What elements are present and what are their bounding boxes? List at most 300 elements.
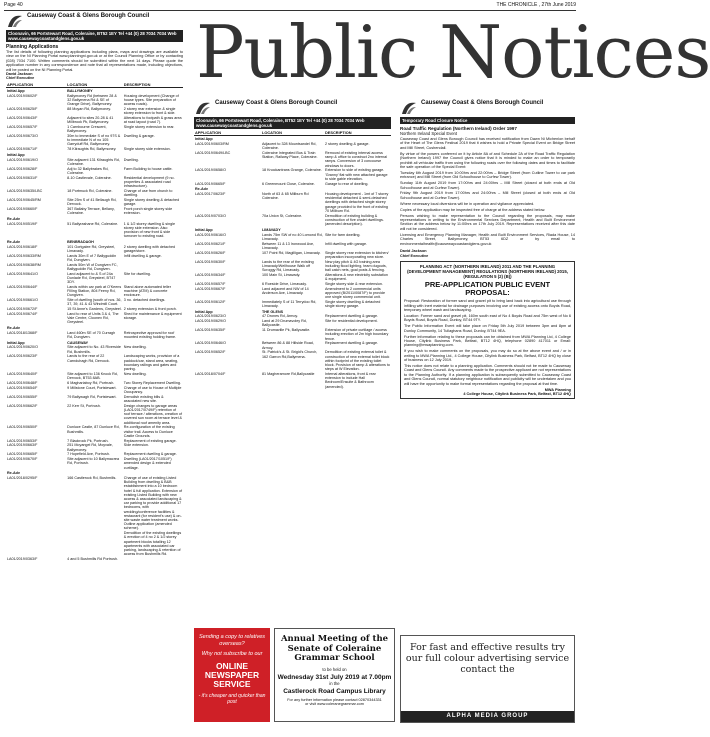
council-address: Cloonavin, 66 Portstewart Road, Coleraine, BT52 1EY Tel +44 (0) 28 7034 7034 Web www.causewaycoastandglens.gov.uk [6, 30, 183, 42]
table-row [6, 443, 183, 452]
cell-application-number: LA01/2019/0626/F [195, 250, 226, 255]
road-signatory-title: Chief Executive [400, 253, 429, 258]
cell-description: Shed for maintenance & equipment storage. [123, 311, 182, 321]
cell-application-number: LA01/2019/0628/F [7, 166, 38, 171]
page-number: Page 40 [4, 2, 23, 8]
table-row [194, 192, 391, 214]
cell-application-number: LA01/2019/0661/O [7, 298, 38, 303]
table-row [194, 286, 391, 299]
cell-application-number: LA01/2019/0621/F [195, 241, 226, 246]
table-row [6, 307, 183, 312]
alpha-media-ad [400, 635, 575, 723]
cell-description: Housing development - 1mt of 7 storey residential detached & semi-detached dwellings with detached single storey garage provided to the front of existing 70 Millburn Rd. [325, 192, 389, 213]
table-row [6, 285, 183, 298]
planning-signatory-name: David Jackson [6, 72, 33, 77]
cell-application-number: LA01/2019/0649/LBC [195, 150, 231, 155]
table-row [6, 476, 183, 531]
cell-application-number: LA01/2019/0620/O [7, 345, 38, 350]
cell-location: 18 Portmuck Rd, Coleraine. [67, 188, 113, 193]
cell-location: Site 25m S of 41 Bellaugh Rd, Dervock. [67, 197, 117, 207]
road-order-title: Road Traffic Regulation (Northern Ireland) Order 1997 [400, 126, 517, 131]
pan-signatory-address: 4 College House, Citylink Business Park, Belfast, BT12 4HQ [463, 391, 571, 396]
table-row [6, 331, 183, 340]
cell-description: Alterations & new electricity substation & equipment. [325, 272, 388, 281]
cell-description: Side extension. [123, 443, 150, 448]
council-crest-icon [6, 13, 24, 29]
cell-description: Change of use to House of Multiple Occupancy. [123, 385, 182, 394]
cell-description: 2 storey dwelling & garage. [325, 141, 370, 146]
table-row [194, 259, 391, 272]
cell-description: Replacement of existing garage. [123, 438, 177, 443]
pan-paragraph: Proposal: Restoration of former sand and gravel pit to bring land back into agricultural use through infilling with inert material for drainage purposes involving use of existing access onto Boyds Road, temporary wheel wash and landscaping. [404, 299, 571, 313]
table-row [6, 385, 183, 394]
cell-description: 2 storey dwelling with detached garage/store. [123, 244, 176, 253]
road-notice-paragraph: By virtue of the powers conferred on it by Article 8A of and Schedule 2A of the Road Traffic Regulation (Northern Ireland) 1997 the Council gives notice that it is minded to make an order to temporarily prohibit all vehicular traffic from using the following roads over the following dates and times to facilitate the safe operation of the Special Event: [400, 151, 575, 169]
cell-application-number: LA01/2019/0671/F [7, 147, 38, 152]
cell-description: Replacement dwelling & garage. [123, 452, 177, 457]
cell-description: Garage to rear of dwelling. [325, 181, 369, 186]
cell-location: Land to rear of Units 3 & 4, The Vale Centre, Cloonev Rd, Greysteel. [67, 311, 119, 325]
council-name: Causeway Coast & Glens Borough Council [27, 13, 150, 19]
table-row [6, 107, 183, 116]
council-name-3: Causeway Coast & Glens Borough Council [421, 100, 544, 106]
cell-application-number: LA01/2019/0634/F [195, 272, 226, 277]
cell-location: North of 63 & 65 Millburn Rd Coleraine. [261, 192, 309, 201]
cell-description: Residential development (9 no. properties & associated road infrastructure). [123, 175, 175, 189]
col-header-description: DESCRIPTION [324, 130, 391, 136]
cell-application-number: LA01/2018/0295/F [7, 475, 38, 480]
table-row [6, 175, 183, 188]
cell-application-number: LA01/2019/0646/O [195, 341, 226, 346]
cell-location: 1 Carnbourne Crescent, Ballymoney. [67, 125, 107, 134]
council-crest-icon [194, 100, 212, 116]
cell-application-number: LA01/2019/0650/F [7, 425, 38, 430]
cell-area-name: BALLYMONEY [67, 89, 93, 94]
cell-description: 2 storey rear extension & single storey extension to front & side. [123, 107, 176, 116]
cell-group-label: Initial App [7, 340, 25, 345]
cell-description [123, 557, 183, 562]
road-notice-paragraph: Copies of the application may be inspected free of charge at the address stated below. [400, 207, 546, 212]
cell-application-number: LA01/2019/0662/F [7, 403, 38, 408]
cell-description: Landscaping works, provision of a paddock/car, stand area, seating, boundary railings and gates and paving. [123, 354, 180, 372]
cell-location: 78 Kilraughts Rd, Ballymoney. [67, 147, 117, 152]
table-row [194, 372, 391, 389]
cell-application-number: LA01/2019/0657/F [7, 125, 38, 130]
cell-application-number: LA01/2018/1368/F [7, 330, 38, 335]
table-row [194, 142, 391, 151]
council-crest-icon [400, 100, 418, 116]
cell-location: 18 Knockantrans Grange, Coleraine. [261, 168, 322, 173]
cell-description: New dwelling. [123, 345, 147, 350]
cell-description: Single storey rear extension to kitchen/ preparation incorporating new store. [325, 250, 389, 259]
cell-location: 9 Millstone Court, Portstewart. [67, 385, 117, 390]
table-row [6, 298, 183, 307]
ad-red-line-4: - it's cheaper and quicker than post [198, 692, 266, 705]
cell-application-number: LA01/2019/0618/F [7, 244, 38, 249]
table-row [194, 232, 391, 241]
table-row [6, 157, 183, 166]
road-notice-paragraph: Tuesday 6th August 2019 from 10:00hrs and 22:00hrs – Bridge Street (from Cutline Tower to car park entrance) and Mill Street (from Old Schoolhouse to Curfew Tower). [400, 170, 575, 180]
cell-description: Dwelling (LA01/2017/1051/F) amended design & extended curtilage. [123, 457, 172, 470]
alpha-ad-brand: ALPHA MEDIA GROUP [401, 711, 574, 722]
cell-application-number: LA01/2019/0629/O [195, 319, 226, 324]
cell-description: Amendment to 2 commercial units approved (B/2011/0087/F) to provide one single storey commercial unit. [325, 286, 385, 299]
cell-description: Farm Building to house cattle. [123, 166, 173, 171]
cell-description: Single storey side extension. [123, 147, 171, 152]
table-row [194, 341, 391, 350]
pan-paragraph: The Public Information Event will take place on Friday 5th July 2019 between 3pm and 8pm at Dunloy Community, 14 Tullaghans Road, Dunloy, BT44 9EA. [404, 324, 571, 333]
page-title: Public Notices [196, 10, 710, 94]
agm-date: Wednesday 31st July 2019 at 7.00pm [277, 673, 392, 681]
cell-location: 4 and 5 Bushmills Rd Portrush. [67, 557, 119, 562]
ad-red-line-2: Why not subscribe to our [201, 651, 263, 657]
planning-applications-table-2 [194, 130, 391, 389]
cell-application-number: LA01/2019/0630/F [195, 259, 226, 264]
cell-group-label: Re-Adv [195, 187, 208, 192]
table-row [6, 457, 183, 470]
cell-description: Single storey side & rear extension. [325, 281, 384, 286]
cell-application-number: LA01/2019/0655/F [7, 394, 38, 399]
cell-application-number: LA01/2019/0703/O [195, 213, 226, 218]
table-row [6, 116, 183, 125]
cell-description: Design changes to garage areas (LA01/2017/0749/F) retention of roof terrace / alterations, creation of covered sun room at terrace level & additional roof amenity area. [123, 403, 183, 425]
cell-description: Single storey dwelling & detached single storey garage. [325, 299, 381, 308]
cell-location: 47 Drones Rd, Armoy. [261, 314, 298, 319]
cell-description: Extension of private curtilage / access including erection of 2m high boundary fence. [325, 328, 389, 341]
table-row [6, 244, 183, 253]
cell-location [66, 531, 123, 557]
council-header-2 [194, 100, 391, 116]
pan-paragraph: Location: Former sand and gravel pit, 160m south east of No 4 Boyds Road and 75m west of No 6 Boyds Road, Boyds Road, Dunloy, BT44 9TY. [404, 313, 571, 323]
table-row [6, 134, 183, 147]
publication-date: THE CHRONICLE , 27th June 2019 [496, 2, 576, 8]
cell-location: Lands 75m SW of no 40 Lomond Rd, Limavady. [261, 232, 323, 241]
cell-application-number: LA01/2019/0667/F [195, 286, 226, 291]
cell-application-number: LA01/2019/0612/F [195, 299, 226, 304]
cell-location: 100 Main St, Limavady. [261, 272, 301, 277]
cell-area-name: THE GLENS [261, 309, 284, 314]
cell-location: Adjacent to sites 20-28 & 41 Millbrook Pk, Ballymoney. [67, 116, 114, 125]
table-row [194, 281, 391, 286]
council-header [6, 13, 183, 29]
cell-location: 367 Ballaby Terrace, Bellany, Coleraine. [67, 206, 115, 216]
table-row [194, 241, 391, 250]
cell-description: Site for dwelling. [123, 271, 151, 276]
notices-column-3 [400, 100, 575, 399]
pan-title: PRE-APPLICATION PUBLIC EVENT PROPOSAL: [424, 280, 551, 298]
cell-location: Coleraine Integrated Bus & Train Station, Railway Place, Coleraine. [261, 150, 318, 160]
cell-application-number: LA01/2019/0602/F [7, 93, 38, 98]
cell-area-name: CAUSEWAY [67, 340, 89, 345]
pre-application-notice [400, 261, 575, 399]
table-row [194, 213, 391, 226]
cell-group-label: Initial App [195, 227, 213, 232]
road-order-subtitle: Northern Ireland Special Event [400, 131, 458, 136]
table-row [6, 557, 183, 562]
cell-application-number: LA01/2017/0623/F [195, 192, 226, 197]
cell-location: Site adjacent 131 Kilraughts Rd, Coleraine. [67, 157, 120, 166]
table-row [6, 166, 183, 175]
table-row [6, 221, 183, 238]
pan-legal-heading: PLANNING ACT (NORTHERN IRELAND) 2011 AND THE PLANNING (DEVELOPMENT MANAGEMENT) REGULATIONS (NORTHERN IRELAND) 2015, (REGULATION 5 (2) (B)) [407, 264, 568, 280]
col-header-location: LOCATION [261, 130, 324, 136]
online-subscription-ad [194, 628, 270, 722]
cell-application-number: LA01/2019/0603/RM [195, 141, 229, 146]
cell-description: Change of use from church to dwelling. [123, 188, 173, 198]
agm-website: or visit www.coleranegrammar.com [305, 701, 364, 706]
cell-description: Replacement dwelling & garage. [325, 341, 379, 346]
cell-application-number: LA01/2019/0643/F [7, 116, 38, 121]
col-header-description: DESCRIPTION [123, 82, 183, 88]
table-row [194, 250, 391, 259]
cell-location: 7 Blackrock Pk, Portrush. [67, 438, 109, 443]
cell-group-label: Initial App [195, 137, 213, 142]
cell-application-number: LA01/2019/0672/F [7, 307, 38, 312]
road-notice-paragraph: Persons wishing to make representation to the Council regarding the proposals, may make representations in writing to the Environmental Services Department, Health and Built Environment Section at the address below by 11:00hrs on 17th July 2019. Representations received after this date will not be considered. [400, 213, 575, 231]
cell-location: 7 Hopefield Ave, Portrush. [67, 452, 110, 457]
table-row [6, 381, 183, 386]
cell-group-label: Re-Adv [7, 471, 20, 476]
table-row [194, 328, 391, 341]
cell-location: Lands to the rear of the existing Limavady/Wellhouse Walk off Scroggy Rd, Limavady. [261, 259, 314, 272]
cell-description: Infill dwelling & garage. [123, 253, 162, 258]
cell-location: 251 Moyangel Rd, Moyvale, Ballymoney. [67, 443, 113, 452]
table-row [6, 312, 183, 325]
table-row [6, 354, 183, 371]
col-header-application: APPLICATION [6, 82, 66, 88]
cell-description: 3 no. detached dwellings. [123, 298, 166, 303]
cell-description: Site for farm dwelling. [325, 232, 361, 237]
road-notice-paragraph: Where necessary local diversions will be in operation and vigilance appreciated. [400, 201, 535, 206]
cell-application-number: LA01/2019/0657/F [195, 281, 226, 286]
planning-notice-column-2 [194, 100, 391, 389]
cell-description: Demolition of the existing dwellings & erection of 4 no 2 & 1/2 storey apartment blocks totalling 12 apartments with associated car parking, landscaping & retention of access from Bushmills Rd. [123, 531, 182, 557]
table-row [6, 372, 183, 381]
table-row [6, 345, 183, 354]
cell-description: Dwelling & garage. [123, 134, 155, 139]
cell-application-number: LA01/2019/0640/F [7, 371, 38, 376]
cell-application-number: LA01/2019/0653/F [7, 438, 38, 443]
cell-location: Lands to the rear of 22 Carnduhagh Rd, Dervock. [67, 354, 110, 363]
table-row [6, 125, 183, 134]
cell-location: 79 Ballywagh Rd, Portstewart. [67, 394, 117, 399]
cell-location: Site adjacent to 10 Ballymacrea Rd, Portrush. [67, 457, 120, 466]
agm-contact: For any further information please contact 02870344331 [287, 697, 382, 702]
cell-application-number: LA01/2019/0665/F [7, 452, 38, 457]
ad-red-line-3: ONLINE NEWSPAPER SERVICE [204, 660, 260, 689]
cell-location: 81 Magheramore Rd,Ballycastle [261, 372, 315, 377]
agm-venue: Castlerock Road Campus Library [283, 687, 386, 695]
cell-application-number: LA01/2019/0633/RM [7, 253, 41, 258]
cell-location: Ballymoney Rd (between 28 & 32 Ballymena Rd & SE of Grange Drive), Ballymoney. [67, 93, 117, 107]
cell-application-number: LA01/2019/0363/F [7, 557, 38, 562]
cell-group-label: Initial App [7, 89, 25, 94]
cell-area-name: BENBRADAGH [67, 239, 94, 244]
table-row [6, 531, 183, 557]
table-row [6, 403, 183, 425]
cell-description: Site for residential development. [325, 319, 378, 324]
cell-application-number: LA01/2019/0625/F [7, 107, 38, 112]
cell-location: 101 Gortgalee Rd, Greysteel, Limavady. [67, 244, 116, 253]
cell-description: Demolition of existing building & construction of five chalet dwellings. (amended description). [325, 213, 384, 227]
council-name-2: Causeway Coast & Glens Borough Council [215, 100, 338, 106]
table-row [194, 319, 391, 328]
cell-location: 6 Greenmount Close, Coleraine. [261, 181, 315, 186]
cell-description: Front porch single storey side extension. [123, 206, 173, 216]
cell-group-label: Initial App [195, 309, 213, 314]
cell-description: Infill dwelling with garage. [325, 241, 368, 246]
cell-location: 107 Point Rd, Magilligan, Limavady. [261, 250, 321, 255]
pan-body [404, 299, 571, 386]
cell-location: 51 Ballyrashane Rd, Coleraine. [67, 221, 119, 226]
cell-location: 11 Drumaville Pk, Ballycastle. [261, 328, 311, 333]
table-row [194, 299, 391, 308]
table-row [194, 151, 391, 168]
alpha-ad-text: For fast and effective results try our full colour advertising service contact the [405, 642, 570, 675]
agm-title: Annual Meeting of the Senate of Coleraine Grammar School [280, 634, 389, 663]
cell-description: New dwelling. [123, 371, 147, 376]
pan-paragraph: This notice does not relate to a planning application. Comments should not be made to Causeway Coast and Glens Council. Any comments made to the prospective applicant are not representations to the Planning Authority. If a planning application is subsequently submitted to Causeway Coast and Glens Council, normal statutory neighbour notification and publicity will be undertaken and you will have the opportunity to make formal representations regarding the proposal at that time. [404, 364, 571, 386]
road-notice-paragraph: Friday 9th August 2019 from 17:00hrs and 24:00hrs – Mill Street (closed at both ends at Old Schoolhouse and at Curfew Tower). [400, 191, 575, 200]
council-header-3 [400, 100, 575, 116]
cell-application-number: LA01/2019/0631/F [7, 175, 38, 180]
col-header-application: APPLICATION [194, 130, 261, 136]
annual-meeting-ad [274, 628, 395, 722]
cell-description: 2 storey extension & front porch. [123, 307, 177, 312]
cell-location: 15 St Anne's Gardens, Greysteel. [67, 307, 122, 312]
cell-application-number: LA01/2019/0665/F [195, 181, 226, 186]
cell-application-number: LA01/2019/0638/RM [7, 262, 41, 267]
planning-applications-body-1 [6, 87, 183, 561]
cell-application-number: LA01/2019/0674/F [7, 311, 38, 316]
cell-application-number: LA01/2019/0670/F [7, 457, 38, 462]
cell-description: Two Storey Replacement Dwelling. [123, 380, 181, 385]
table-row [6, 253, 183, 262]
table-row [6, 189, 183, 198]
cell-location: Site adjacent to No. 43 Riverside Rd, Bushmills. [67, 345, 121, 354]
table-row [6, 94, 183, 107]
table-row [6, 147, 183, 152]
cell-location: Land at 29 Drumavoley Rd, Ballycastle. [261, 319, 307, 328]
cell-description: Removal of existing internal access ramp & office to construct 2no internal ramps. Conversion of 3 concourse windows to doors. [325, 150, 388, 168]
planning-heading: Planning Applications [6, 44, 59, 50]
cell-location: 22 Kerr St, Portrush. [67, 403, 101, 408]
cell-application-number: LA01/2019/0641/O [7, 271, 38, 276]
planning-notice-column-1 [6, 13, 183, 562]
cell-location: Lands within car park at O'Keens Filling Station, 804 Feeny Rd, Dungiven. [67, 284, 122, 298]
agm-line-2: to be held on [322, 666, 347, 672]
table-row [6, 394, 183, 403]
cell-location: Adj to 32 Ballybrakes Rd, Coleraine. [67, 166, 109, 175]
table-row [6, 452, 183, 457]
cell-location: 70a Union St, Coleraine. [261, 213, 303, 218]
cell-description: Alterations to footpath & grass area at road layout (road 7). [123, 116, 182, 125]
cell-application-number: LA01/2019/0654/F [7, 385, 38, 390]
pan-paragraph: If you wish to make comments on the proposals, you may do so at the above event and / or in writing to MWA Planning Ltd., 4 College House, Citylink Business Park, Belfast, BT12 4HQ by close of business on 12 July 2019. [404, 349, 571, 363]
table-row [6, 207, 183, 216]
cell-description: Demolish existing bills & associated new site. [123, 394, 164, 403]
cell-application-number: LA01/2019/0652/F [195, 350, 226, 355]
cell-application-number: LA01/2019/0663/F [7, 443, 38, 448]
cell-location: 30m to immediate S of no 97S & to immediate N of no 105 Garryduff Rd, Ballymoney. [67, 134, 121, 147]
cell-application-number: LA01/2019/0660/F [7, 206, 38, 211]
cell-description: New play pitch & 4G training area including flood lighting, team dugouts, ball catch nets, goal posts & fencing. [325, 259, 387, 272]
cell-description: Stand alone automated teller machine (ATM) & concrete enclosure. [123, 284, 171, 298]
planning-applications-body-2 [194, 136, 391, 390]
cell-location: Land adjacent to & S of 24a Dunlade Rd, Greysteel, BT47 3DY. [67, 271, 116, 285]
cell-location: Site adjacent to 136 Knock Rd, Dervock, BT53 8AB. [67, 371, 118, 381]
table-row [194, 314, 391, 319]
cell-group-label: Re-Adv [7, 239, 20, 244]
cell-location: 6 Roeside Drive, Limavady. [261, 281, 307, 286]
cell-application-number: LA01/2019/0645/RM [7, 197, 41, 202]
road-signatory-name: David Jackson [400, 249, 427, 254]
cell-application-number: LA01/2019/0635/LBC [7, 188, 43, 193]
table-row [194, 181, 391, 186]
cell-location: Immediately S of 11 Terrydoo Rd, Limavady. [261, 299, 317, 308]
cell-area-name: LIMAVADY [261, 227, 281, 232]
cell-application-number: LA01/2019/0648/F [7, 380, 38, 385]
cell-location: Between 11 & 13 Ironwood Ave, Limavady. [261, 241, 315, 250]
cell-location: 166 Castlerock Rd, Bushmills. [67, 475, 117, 480]
cell-description: Re-configuration of the existing visitor trail. Access to Dunluce Castle Grounds. [123, 425, 175, 438]
cell-description: Dwelling. [123, 157, 139, 162]
table-row [194, 272, 391, 281]
road-notice-paragraph: Licensing and Emergency Planning Manager, Health and Built Environment Services, Riada House, 14 Charles Street, Ballymoney, BT53 6DZ or by email to environmentalhealth@causewaycoastandglens.gov.uk [400, 232, 575, 246]
cell-application-number: LA01/2019/0673/O [7, 134, 38, 139]
pan-paragraph: Further information relating to these proposals can be obtained from MWA Planning Ltd, 4 College House, Citylink Business Park, Belfast, BT12 4HQ, telephone 02890 417011 or Email: planning@mwaplanning.com. [404, 334, 571, 348]
cell-location: Site of dwelling (south of nos. 36, 37, 39, 41 & 43 Windmill Court. [67, 298, 122, 307]
council-address-2: Cloonavin, 66 Portstewart Road, Coleraine, BT52 1EY Tel +44 (0) 28 7034 7034 Web www.causewaycoastandglens.gov.uk [194, 117, 391, 129]
road-notice-body [400, 137, 575, 246]
cell-description: Demolition of existing external toilet & construction of new external toilet block within footprint of the existing toilet block. Provision of ramp & alterations to steps at W Elevation. [325, 350, 390, 372]
ad-red-line-1: Sending a copy to relatives overseas? [198, 634, 266, 647]
planning-intro: The list details of following planning applications including plans, maps and drawings are available to view on the NI Planning Portal www.planningni.gov.uk or at the Council Planning Office or by contacting (028) 7034 7100. Written comments should be submitted within the next 14 days. Please quote the application number in any correspondence and note that all representations made, including objections, will be posted on the NI Planning Portal. [6, 50, 183, 72]
cell-description: Replacement dwelling & garage. [325, 314, 379, 319]
col-header-location: LOCATION [66, 82, 123, 88]
cell-description: Extension to side of existing garage. 'Granny' flat with new attached garage to side gable elevation. [325, 168, 388, 181]
planning-signatory-title: Chief Executive [6, 76, 35, 81]
cell-location: Lands 30m E of 7 Ballyguddin Rd, Dungiven. [67, 253, 117, 262]
cell-application-number: LA01/2019/0644/F [7, 284, 38, 289]
table-row [6, 438, 183, 443]
cell-group-label: Re-Adv [7, 216, 20, 221]
planning-applications-table-1 [6, 82, 183, 562]
pan-signatory-name: MWA Planning [544, 387, 571, 392]
cell-location: 8-10 Castlevale, Coleraine. [67, 175, 112, 180]
cell-application-number: LA01/2019/0658/O [195, 168, 226, 173]
cell-description: Single storey extension to rear. [123, 125, 175, 130]
cell-application-number: LA01/2019/0619/O [7, 157, 38, 162]
cell-group-label: Initial App [7, 152, 25, 157]
road-notice-paragraph: Causeway Coast and Glens Borough Council has received notification from Dawn Ni Michenlon behalf of the Heart of The Glens Festival 2019 that it wishes to hold a Private Special Event on Bridge Street and Mill Street, Cushendall. [400, 137, 575, 150]
cell-description: Single storey dwelling & detached garage. [123, 197, 180, 207]
cell-location: Dunluce Castle, 87 Dunluce Rd, Bushmills. [67, 425, 120, 434]
cell-application-number [6, 531, 66, 557]
cell-application-number: LA01/2018/0704/F [195, 372, 226, 377]
cell-description: 1 & 1/2 storey dwelling & single storey side extension. Also provision of new front & side turnover to existing road. [123, 221, 176, 239]
cell-description: Internal alterations, front & rear extension to include Hall Bedroom/Ensuite & Bathroom (amended). [325, 372, 376, 389]
agm-line-4: in the [329, 680, 340, 686]
cell-location: 88 Moyan Rd, Ballymoney. [67, 107, 111, 112]
cell-location: Between 86 & 88 Hillside Road, Armoy. [261, 341, 314, 350]
cell-location: Land 460m SE of 70 Curragh Rd, Dungiven. [67, 330, 116, 339]
cell-application-number: LA01/2019/0623/F [7, 354, 38, 359]
cell-location: Lands 50m W of Dungiven FC, Ballyguddin Rd, Dungiven. [67, 262, 118, 271]
cell-group-label: Re-Adv [7, 326, 20, 330]
table-row [6, 425, 183, 438]
cell-location: St. Patrick's & St. Brigid's Church, 162 Garron Rd,Ballymena. [261, 350, 318, 359]
